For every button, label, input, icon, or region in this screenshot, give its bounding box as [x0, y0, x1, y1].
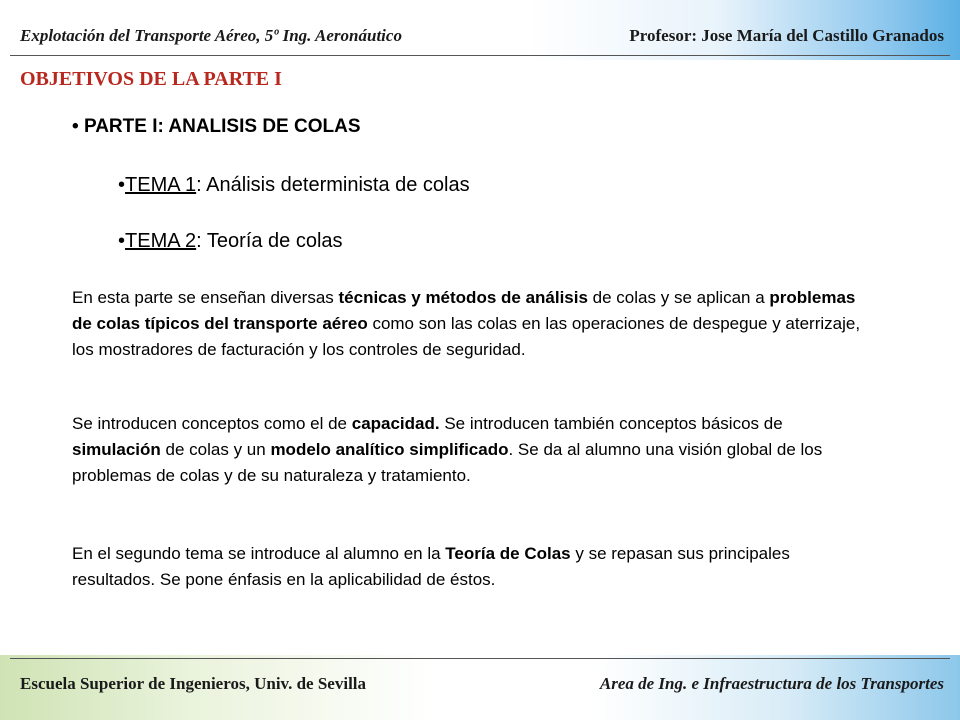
bullet-icon: • [118, 174, 126, 196]
header-professor: Profesor: Jose María del Castillo Granados [629, 26, 944, 45]
topic-2-link[interactable]: TEMA 2 [125, 230, 197, 252]
emphasis-text: modelo analítico simplificado [270, 440, 509, 459]
text-run: de colas y se aplican a [587, 288, 770, 307]
text-run: En el segundo tema se introduce al alumno en la [72, 544, 446, 563]
footer-department: Area de Ing. e Infraestructura de los Transportes [599, 674, 944, 693]
header-course: Explotación del Transporte Aéreo, 5º Ing. Aeronáutico [20, 26, 402, 45]
text-run: Se introducen también conceptos básicos de [439, 414, 783, 433]
topic-1-text: : Análisis determinista de colas [196, 174, 470, 196]
text-run: de colas y un [160, 440, 271, 459]
topic-2-text: : Teoría de colas [196, 230, 343, 252]
emphasis-text: problemas de colas típicos del transporte aéreo [72, 288, 856, 333]
header-divider [10, 55, 950, 56]
text-run: como son las colas en las operaciones de despegue y aterrizaje, los mostradores de facturación y los controles de seguridad. [72, 314, 861, 359]
footer-divider [10, 658, 950, 659]
text-run: En esta parte se enseñan diversas [72, 288, 339, 307]
topic-item-1 [118, 174, 470, 197]
emphasis-text: Teoría de Colas [445, 544, 571, 563]
paragraph-3 [72, 541, 872, 593]
topic-item-2 [118, 230, 343, 253]
bullet-icon: • [72, 116, 79, 137]
section-title: OBJETIVOS DE LA PARTE I [20, 68, 282, 90]
text-run: y se repasan sus principales resultados. Se pone énfasis en la aplicabilidad de éstos. [72, 544, 790, 589]
paragraph-1 [72, 285, 872, 363]
topic-1-link[interactable]: TEMA 1 [125, 174, 197, 196]
footer-school: Escuela Superior de Ingenieros, Univ. de Sevilla [20, 674, 367, 693]
emphasis-text: capacidad. [351, 414, 440, 433]
paragraph-2 [72, 411, 872, 489]
bullet-icon: • [118, 230, 126, 252]
text-run: Se introducen conceptos como el de [72, 414, 352, 433]
text-run: . Se da al alumno una visión global de los problemas de colas y de su naturaleza y tratamiento. [72, 440, 823, 485]
part-heading-text: PARTE I: ANALISIS DE COLAS [83, 116, 361, 137]
emphasis-text: técnicas y métodos de análisis [338, 288, 588, 307]
emphasis-text: simulación [72, 440, 161, 459]
part-heading [72, 116, 361, 138]
